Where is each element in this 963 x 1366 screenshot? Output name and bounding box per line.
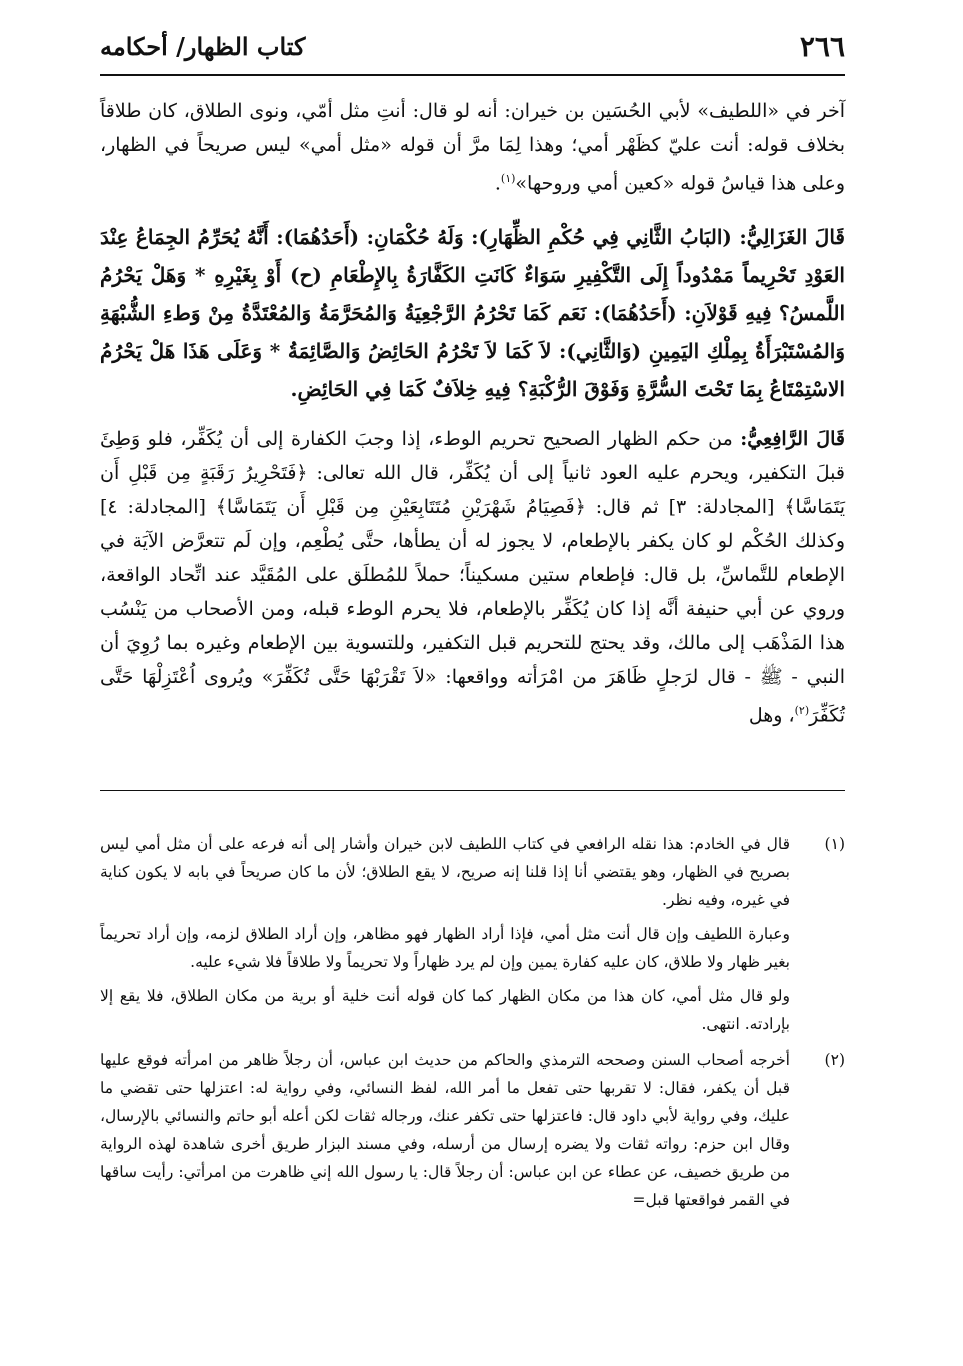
paragraph-text: (البَابُ الثَّانِي فِي حُكْمِ الظِّهَارِ): وَلَهُ حُكْمَانِ: (أَحَدُهُمَا): أَنَّهُ يُحَرِّمُ الجِمَاعُ عِنْدَ العَوْدِ تَحْرِيماً مَمْدُوداً إِلَى التَّكْفِيرِ سَوَاءٌ كَانَتِ الكَفَّارَةُ بِالإِطْعَامِ (ح) أَوْ بِغَيْرِهِ * وَهَلْ يَحْرُمُ اللَّمسُ؟ فِيهِ قَوْلاَنِ: (أَحَدُهُمَا): نَعَم كَمَا تَحْرُمُ الرَّجْعِيَةُ وَالمُحَرَّمَةُ وَالمُعْتَدَّةُ مِنْ وَطءِ الشُّبْهَةِ وَالمُسْتَبْرَأَةُ بِمِلْكِ اليَمِينِ (وَالثَّانِي): لاَ كَمَا لاَ تَحْرُمُ الحَائِضُ وَالصَّائِمَةُ * وَعَلَى هَذَا هَلْ يَحْرُمُ الاسْتِمْتَاعُ بِمَا تَحْتَ السُّرَّةِ وَفَوْقَ الرُّكْبَةِ؟ فِيهِ خِلاَفٌ كَمَا فِي الحَائِضِ. [100,225,845,402]
paragraph-tail: ، وهل [748,704,795,727]
footnote-ref: (١) [500,172,516,185]
main-text [100,94,845,751]
speaker-label: قَالَ الغَزَالِيُّ: [739,225,845,250]
header-rule [100,74,845,76]
footnote-ref: (٢) [794,704,810,718]
footnotes [100,830,845,1222]
footnote [100,1046,845,1214]
paragraph-rafii [100,422,845,732]
paragraph-ghazali [100,218,845,408]
paragraph-intro: آخر في «اللطيف» لأبي الحُسَين بن خيران: أنه لو قال: أنتِ مثل أمّي، ونوى الطلاق، كان طلاقاً بخلاف قوله: أنت عليّ كظَهْر أمي؛ وهذا لِمَا مرَّ أن قوله «مثل أمي» ليس صريحاً في الظهار، وعلى هذا قياسُ قوله «كعين أمي وروحها»$^{(١)}$. [100,100,845,195]
footnote [100,830,845,1038]
page-header [100,30,845,70]
footnote-number: (٢) [824,1051,845,1069]
footnote-paragraph: أخرجه أصحاب السنن وصححه الترمذي والحاكم من حديث ابن عباس، أن رجلاً ظاهر من امرأته فوقع عليها قبل أن يكفر، فقال: لا تقربها حتى تفعل ما أمر الله، لفظ النسائي، وفي رواية له: اعتزلها حتى تقضي ما عليك، وفي رواية لأبي داود قال: فاعتزلها حتى تكفر عنك، ورجاله ثقات لكن أعله أبو حاتم والنسائي بالإرسال، وقال ابن حزم: رواته ثقات ولا يضره إرسال من أرسله، وفي مسند البزار طريق أخرى شاهدة لهذه الرواية من طريق خصيف، عن عطاء عن ابن عباس: أن رجلاً قال: يا رسول الله إني ظاهرت من امرأتي: رأيت ساقها في القمر فواقعتها قبل= [100,1051,790,1209]
footnote-paragraph: قال في الخادم: هذا نقله الرافعي في كتاب اللطيف لابن خيران وأشار إلى أنه فرعه على أن مثل أمي ليس بصريح في الظهار، وهو يقتضي أنا إذا قلنا إنه صريح، لا يقع الطلاق؛ لأن ما كان صريحاً في بابه لا يكون كناية في غيره، وفيه نظر. [100,835,790,909]
running-title: كتاب الظهار/ أحكامه [100,32,306,61]
footnote-paragraph: وعبارة اللطيف وإن قال أنت مثل أمي، فإذا أراد الظهار فهو مظاهر، وإن أراد الطلاق لزمه، وإن أراد تحريماً بغير ظهار ولا طلاق، كان عليه كفارة يمين وإن لم يرد ظهاراً ولا تحريماً ولا طلاقاً فلا شيء عليه. [100,925,790,971]
footnote-number: (١) [824,835,845,853]
paragraph-text: آخر في «اللطيف» لأبي الحُسَين بن خيران: أنه لو قال: أنتِ مثل أمّي، ونوى الطلاق، كان طلاقاً بخلاف قوله: أنت عليّ كظَهْر أمي؛ وهذا لِمَا مرَّ أن قوله «مثل أمي» ليس صريحاً في الظهار، وعلى هذا قياسُ قوله «كعين أمي وروحها» [100,100,845,195]
footnote-separator [100,790,845,791]
page-number: ٢٦٦ [799,30,845,63]
footnote-paragraph: ولو قال مثل أمي، كان هذا من مكان الظهار كما كان قوله أنت خلية أو برية من مكان الطلاق، فلا يقع إلا بإرادته. انتهى. [100,987,790,1033]
speaker-label: قَالَ الرَّافِعِيُّ: [740,428,845,451]
paragraph-text: من حكم الظهار الصحيح تحريم الوطء، إذا وجبَ الكفارة إلى أن يُكَفِّر، فلو وَطِئَ قبلَ التكفير، ويحرم عليه العود ثانياً إلى أن يُكَفِّر، قال الله تعالى: ﴿فَتَحْرِيرُ رَقَبَةٍ مِن قَبْلِ أَن يَتَمَاسَّا﴾ [المجادلة: ٣] ثم قال: ﴿فَصِيَامُ شَهْرَيْنِ مُتَتَابِعَيْنِ مِن قَبْلِ أَن يَتَمَاسَّا﴾ [المجادلة: ٤] وكذلك الحُكْم لو كان يكفر بالإطعام، لا يجوز له أن يطأها، حتَّى يُطْعِم، وإن لَم تتعرَّض الآيَة في الإطعام للتَّماسِّ، بل قال: فإطعام ستين مسكيناً؛ حملاً للمُطلَق على المُقَيَّد عند اتِّحاد الواقعة، وروي عن أبي حنيفة أنَّه إذا كان يُكَفِّر بالإطعام، فلا يحرم الوطء قبله، ومن الأصحاب من يَنْسُب هذا المَذْهَب إلى مالك، وقد يحتج للتحريم قبل التكفير، وللتسوية بين الإطعام وغيره بما رُوِيَ أن النبي - ﷺ - قال لرَجلٍ ظَاهَرَ من امْرَأته وواقعها: «لاَ تَقْرَبْهَا حَتَّى تُكَفِّرَ» ويُروى اُعْتَزِلْهَا حَتَّى تُكَفِّرَ [100,428,845,727]
